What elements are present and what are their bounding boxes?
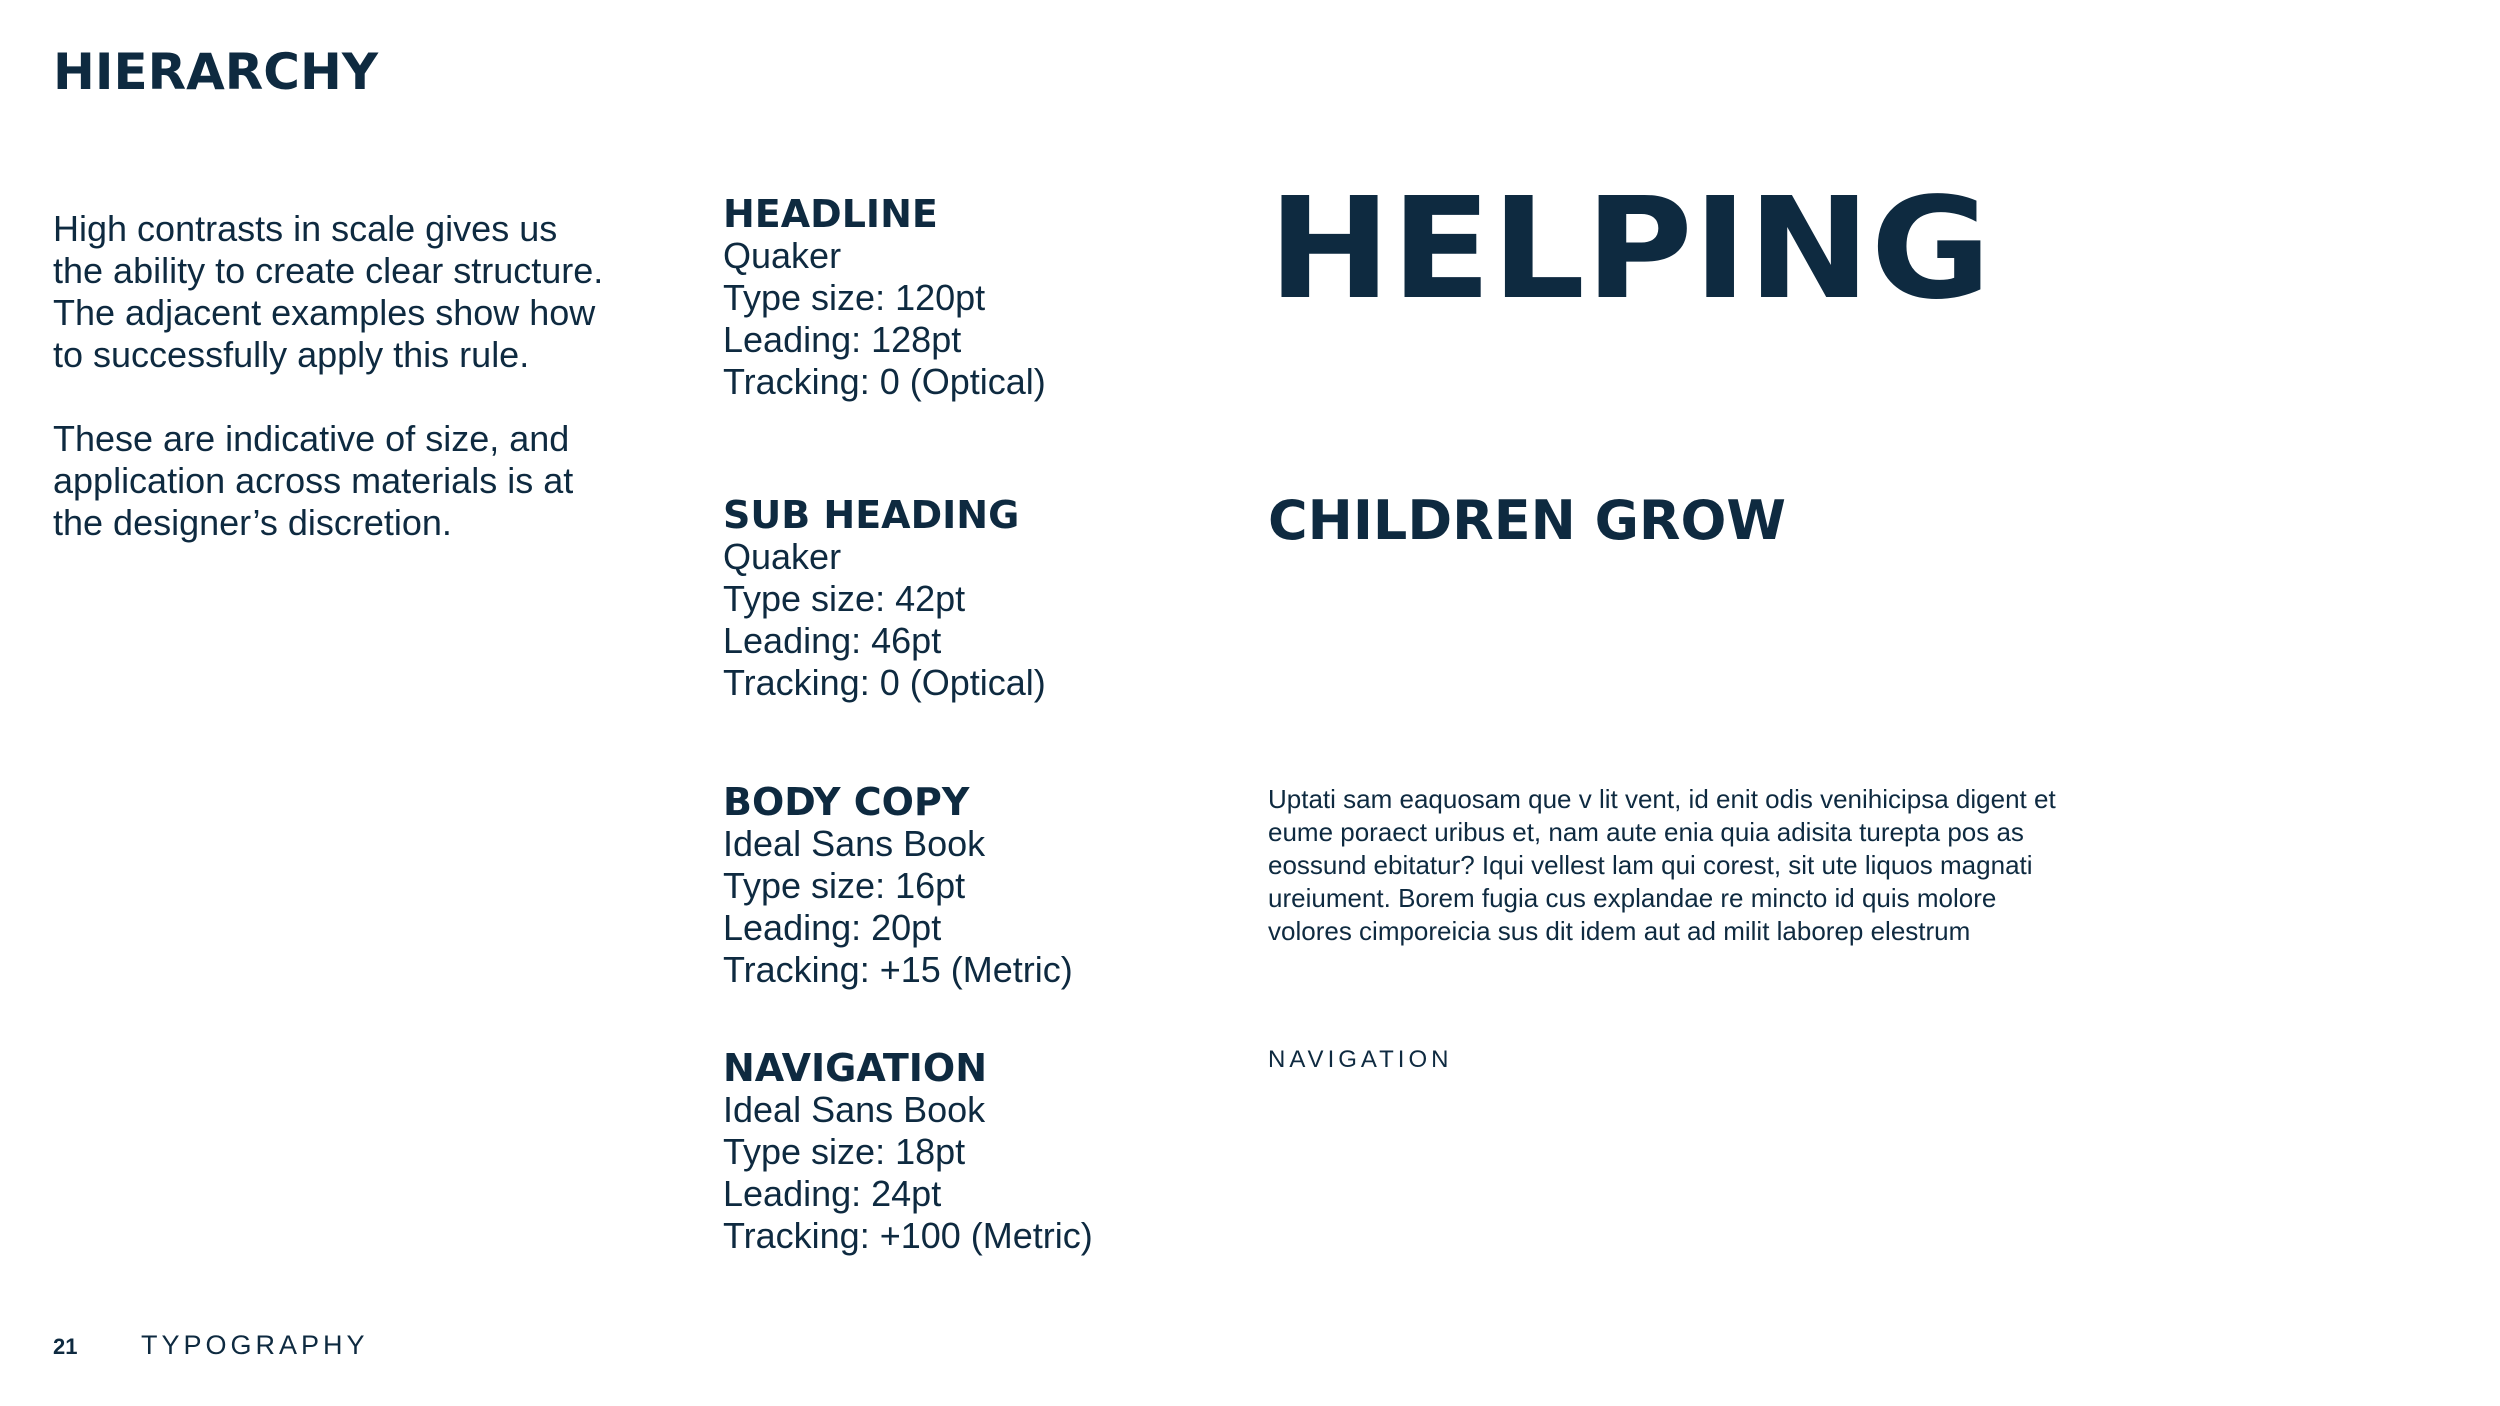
example-body-copy: Uptati sam eaquosam que v lit vent, id enit odis venihicipsa digent et eume poraect uribus et, nam aute enia quia adisita turepta pos as eossund ebitatur? Iqui vellest lam qui corest, sit ute liquos magnati ureiument. Borem fugia cus explandae re mincto id quis molore volores cimporeicia sus dit idem aut ad milit laborep elestrum — [1268, 784, 2056, 946]
spec-font: Quaker — [723, 536, 842, 577]
example-headline: HELPING — [1268, 168, 1992, 331]
spec-headline — [723, 193, 1243, 403]
footer-section-label: TYPOGRAPHY — [141, 1330, 369, 1360]
intro-paragraph: High contrasts in scale gives us the ability to create clear structure. The adjacent examples show how to successfully apply this rule. — [53, 208, 604, 375]
example-navigation: NAVIGATION — [1268, 1046, 1453, 1073]
intro-text — [53, 208, 613, 586]
example-sub-heading: CHILDREN GROW — [1268, 489, 1786, 552]
spec-tracking: Tracking: 0 (Optical) — [723, 361, 1046, 402]
spec-leading: Leading: 128pt — [723, 319, 962, 360]
spec-type-size: Type size: 120pt — [723, 277, 986, 318]
spec-tracking: Tracking: +100 (Metric) — [723, 1215, 1093, 1256]
spec-type-size: Type size: 42pt — [723, 578, 966, 619]
spec-body-copy — [723, 781, 1243, 991]
spec-font: Ideal Sans Book — [723, 823, 986, 864]
intro-paragraph: These are indicative of size, and application across materials is at the designer’s discretion. — [53, 418, 574, 543]
spec-title: SUB HEADING — [723, 493, 1020, 537]
spec-title: HEADLINE — [723, 192, 938, 236]
spec-tracking: Tracking: +15 (Metric) — [723, 949, 1073, 990]
spec-leading: Leading: 20pt — [723, 907, 942, 948]
spec-sub-heading — [723, 494, 1243, 704]
page-number: 21 — [53, 1334, 78, 1359]
spec-font: Quaker — [723, 235, 842, 276]
spec-type-size: Type size: 18pt — [723, 1131, 966, 1172]
spec-type-size: Type size: 16pt — [723, 865, 966, 906]
spec-leading: Leading: 24pt — [723, 1173, 942, 1214]
page-title: HIERARCHY — [53, 43, 379, 101]
spec-title: NAVIGATION — [723, 1046, 987, 1090]
spec-navigation — [723, 1047, 1243, 1257]
spec-font: Ideal Sans Book — [723, 1089, 986, 1130]
spec-tracking: Tracking: 0 (Optical) — [723, 662, 1046, 703]
spec-title: BODY COPY — [723, 780, 970, 824]
spec-leading: Leading: 46pt — [723, 620, 942, 661]
